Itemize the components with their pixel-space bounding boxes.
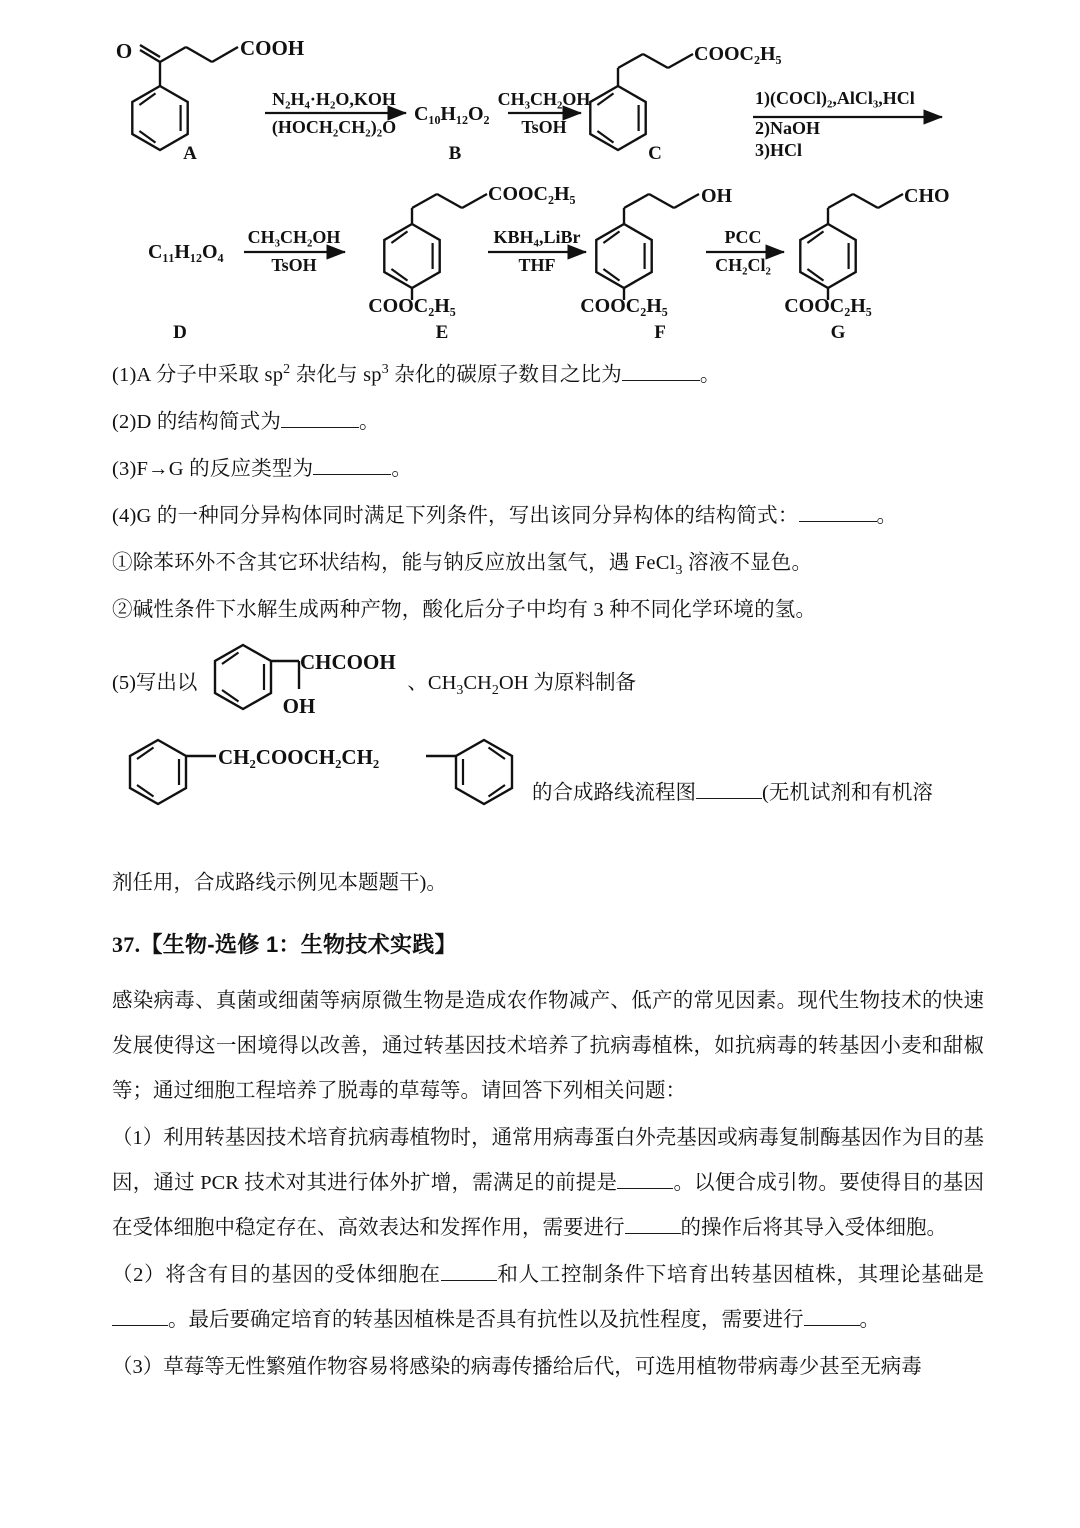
biology-question-1-blank-2[interactable] — [625, 1233, 681, 1234]
phenylacetate-ester-structure — [112, 728, 532, 853]
molecule-G — [800, 194, 903, 300]
reaction-arrow-1-top: N₂H₄·H₂O,KOH — [272, 89, 396, 109]
question-4-condition-2: ②碱性条件下水解生成两种产物，酸化后分子中均有 3 种不同化学环境的氢。 — [112, 599, 817, 621]
question-5-line-3: 剂任用，合成路线示例见本题题干)。 — [112, 872, 447, 894]
molecule-A — [132, 45, 238, 150]
question-5-mid-text1: 、CH — [407, 672, 457, 694]
reaction-arrow-2-bottom: TsOH — [521, 117, 567, 137]
question-4-answer-blank[interactable] — [799, 521, 877, 522]
question-5-mid-sub2: 2 — [491, 683, 499, 699]
biology-question-2-blank-3[interactable] — [804, 1325, 860, 1326]
molecule-E — [384, 194, 487, 300]
question-4 — [112, 493, 980, 540]
mandelic-acid-hydroxyl-label: OH — [283, 693, 316, 718]
molecule-label-F: F — [654, 322, 666, 343]
question-1-part1: (1)A 分子中采取 sp — [112, 364, 284, 386]
molecule-D-formula: C₁₁H₁₂O₄ — [148, 241, 224, 263]
question-4-condition-1-subscript: 3 — [675, 563, 683, 579]
phenylacetate-chain-label: CH₂COOCH₂CH₂ — [218, 744, 380, 769]
question-3-answer-blank[interactable] — [313, 474, 391, 475]
biology-question-1-part-a: （1）利用转基因技术培育抗病毒植物时，通常用病毒蛋白外壳基因或病毒复制酶基因作为目的基因，通过 PCR 技术对其进行体外扩增，需满足的前提是 — [112, 1127, 984, 1194]
molecule-C — [590, 54, 693, 150]
molecule-E-bottom-substituent: COOC₂H₅ — [368, 295, 456, 317]
molecule-label-B: B — [448, 143, 462, 164]
biology-question-3: （3）草莓等无性繁殖作物容易将感染的病毒传播给后代，可选用植物带病毒少甚至无病毒 — [112, 1356, 922, 1378]
question-1-part2: 杂化与 sp — [290, 364, 382, 386]
biology-question-2-blank-1[interactable] — [441, 1280, 497, 1281]
question-2 — [112, 399, 980, 446]
question-4-condition-1 — [112, 540, 980, 587]
biology-intro-paragraph: 感染病毒、真菌或细菌等病原微生物是造成农作物减产、低产的常见因素。现代生物技术的快速发展使得这一困境得以改善，通过转基因技术培养了抗病毒植株，如抗病毒的转基因小麦和甜椒等；通过细胞工程培养了脱毒的草莓等。请回答下列相关问题： — [112, 990, 984, 1102]
question-4-condition-1-part2: 溶液不显色。 — [682, 552, 813, 574]
biology-section-title — [112, 928, 984, 959]
reaction-arrow-6-bottom: CH₂Cl₂ — [715, 255, 771, 275]
question-3-text: (3)F→G 的反应类型为 — [112, 458, 314, 480]
biology-section — [112, 928, 984, 1392]
question-5-mid-text2: CH — [463, 672, 492, 694]
question-3 — [112, 446, 980, 493]
question-5-lead: (5)写出以 — [112, 672, 198, 694]
reaction-arrow-3-line2: 2)NaOH — [755, 118, 820, 138]
reaction-scheme — [0, 0, 1080, 348]
question-5-mid-sub1: 3 — [456, 683, 464, 699]
molecule-B-formula: C₁₀H₁₂O₂ — [414, 103, 490, 125]
molecule-label-E: E — [435, 322, 449, 343]
molecule-E-top-substituent: COOC₂H₅ — [488, 183, 576, 205]
biology-question-2 — [112, 1253, 984, 1343]
molecule-F — [596, 194, 699, 300]
question-1-sup-2: 2 — [283, 362, 291, 378]
question-2-text: (2)D 的结构简式为 — [112, 411, 282, 433]
reaction-arrow-4-bottom: TsOH — [271, 255, 317, 275]
molecule-A-substituent-label: COOH — [240, 36, 305, 60]
question-1-period: 。 — [699, 364, 721, 386]
question-2-answer-blank[interactable] — [281, 427, 359, 428]
question-5-line-1 — [112, 634, 980, 726]
molecule-F-bottom-substituent: COOC₂H₅ — [580, 295, 668, 317]
question-5-tail-text2: (无机试剂和有机溶 — [762, 782, 933, 804]
molecule-label-G: G — [830, 322, 846, 343]
biology-question-2-blank-2[interactable] — [112, 1325, 168, 1326]
question-1-sup-3: 3 — [381, 362, 389, 378]
molecule-A-ketone-oxygen: O — [115, 39, 133, 63]
question-5-tail — [532, 775, 933, 805]
molecule-label-C: C — [648, 143, 662, 164]
reaction-arrow-3-line3: 3)HCl — [755, 140, 802, 160]
question-1 — [112, 352, 980, 399]
biology-question-2-part-a: （2）将含有目的基因的受体细胞在 — [112, 1264, 441, 1286]
question-1-part3: 杂化的碳原子数目之比为 — [388, 364, 622, 386]
question-5-tail-text: 的合成路线流程图 — [532, 782, 696, 804]
molecule-label-D: D — [173, 322, 187, 343]
biology-question-1-blank-1[interactable] — [617, 1188, 673, 1189]
question-4-text: (4)G 的一种同分异构体同时满足下列条件，写出该同分异构体的结构简式： — [112, 505, 799, 527]
biology-section-title-text: 【生物-选修 1：生物技术实践】 — [140, 932, 457, 957]
reaction-arrow-3-line1: 1)(COCl)₂,AlCl₃,HCl — [755, 88, 915, 108]
mandelic-acid-structure — [197, 633, 407, 728]
biology-question-1 — [112, 1116, 984, 1251]
mandelic-acid-chain-label: CHCOOH — [300, 649, 397, 674]
question-1-answer-blank[interactable] — [622, 380, 700, 381]
question-4-period: 。 — [876, 505, 898, 527]
molecule-G-bottom-substituent: COOC₂H₅ — [784, 295, 872, 317]
question-5-mid-text3: OH 为原料制备 — [498, 672, 637, 694]
biology-question-1-part-b: 。以便合成引物。要使得目的基因在受体细胞中稳定存在、高效表达和发挥作用，需要进行 — [112, 1172, 985, 1239]
question-5-mid — [407, 665, 637, 699]
question-4-condition-1-part1: ①除苯环外不含其它环状结构，能与钠反应放出氢气，遇 FeCl — [112, 552, 676, 574]
molecule-label-A: A — [183, 143, 197, 164]
biology-question-1-part-c: 的操作后将其导入受体细胞。 — [680, 1217, 947, 1239]
reaction-arrow-6-top: PCC — [724, 227, 762, 247]
reaction-arrow-5-top: KBH₄,LiBr — [493, 227, 581, 247]
biology-section-number: 37. — [112, 932, 141, 957]
molecule-F-top-substituent: OH — [701, 185, 733, 207]
question-5-answer-blank[interactable] — [696, 798, 762, 799]
reaction-arrow-2-top: CH₃CH₂OH — [497, 89, 591, 109]
biology-question-2-part-c: 。最后要确定培育的转基因植株是否具有抗性以及抗性程度，需要进行 — [168, 1309, 804, 1331]
reaction-arrow-5-bottom: THF — [518, 255, 556, 275]
biology-question-2-part-d: 。 — [859, 1309, 880, 1331]
chemistry-questions — [112, 352, 980, 907]
reaction-arrow-4-top: CH₃CH₂OH — [247, 227, 341, 247]
question-2-period: 。 — [359, 411, 380, 433]
reaction-arrow-1-bottom: (HOCH₂CH₂)₂O — [271, 117, 397, 137]
molecule-C-substituent-label: COOC₂H₅ — [694, 43, 782, 65]
question-3-period: 。 — [391, 458, 413, 480]
question-5-line-2 — [112, 726, 980, 854]
molecule-G-top-substituent: CHO — [904, 185, 950, 207]
biology-question-2-part-b: 和人工控制条件下培育出转基因植株，其理论基础是 — [496, 1264, 985, 1286]
